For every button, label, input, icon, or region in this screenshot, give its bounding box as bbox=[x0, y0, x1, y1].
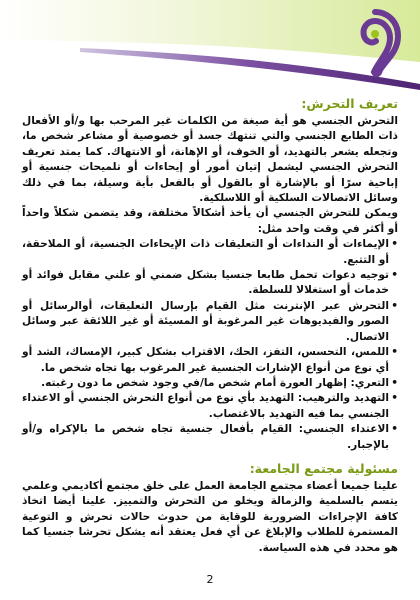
page-content bbox=[22, 96, 398, 556]
purple-swirl-logo-icon bbox=[346, 8, 404, 78]
section-harassment-definition bbox=[22, 96, 398, 453]
section-heading: تعريف التحرش: bbox=[301, 96, 398, 111]
list-item: • التحرش عبر الإنترنت مثل القيام بإرسال التعليقات، أوالرسائل أو الصور والفيديوهات غير المرغوبة أو المسيئة أو غير اللائقة عبر وسائل الاتصال. bbox=[22, 299, 398, 345]
list-item: • الاعتداء الجنسي: القيام بأفعال جنسية تجاه شخص ما بالإكراه و/أو بالإجبار. bbox=[22, 422, 398, 453]
paragraph: التحرش الجنسي هو أية صيغة من الكلمات غير المرحب بها و/أو الأفعال ذات الطابع الجنسي والتي تنتهك جسد أو خصوصية أو مشاعر شخص ما، وتجعله يشعر بالتهديد، أو الخوف، أو الإهانة، أو الانتهاك. كما يمتد تعريف التحرش الجنسي ليشمل إتيان أمور أو إيحاءات أو تلميحات جنسية أو إباحية سرًا أو بالإشارة أو بالقول أو بالفعل بأية وسيلة، بما في ذلك وسائل الاتصالات السلكية أو اللاسلكية. bbox=[22, 115, 398, 205]
list-item: • التعري: إظهار العورة أمام شخص ما/في وجود شخص ما دون رغبته. bbox=[22, 376, 398, 391]
paragraph: علينا جميعا أعضاء مجتمع الجامعة العمل على خلق مجتمع أكاديمي وعلمي يتسم بالسلمية والزمالة ويخلو من التحرش والتمييز. علينا أيضا اتخاذ كافة الإجراءات الضرورية للوقاية من حدوث حالات تحرش و التوعية المستمرة للطلاب والإبلاغ عن أي فعل يعتقد أنه يشكل تحرشا جنسيا كما هو محدد في هذه السياسة. bbox=[22, 479, 398, 554]
list-item: • التهديد والترهيب: التهديد بأي نوع من أنواع التحرش الجنسي أو الاعتداء الجنسي بما فيه التهديد بالاغتصاب. bbox=[22, 391, 398, 422]
list-item: • الإيماءات أو النداءات أو التعليقات ذات الإيحاءات الجنسية، أو الملاحقة، أو التتبع. bbox=[22, 237, 398, 268]
list-item: • اللمس، التحسس، التفز، الحك، الاقتراب بشكل كبير، الإمساك، الشد أو أي نوع من أنواع الإشارات الجنسية غير المرغوب بها تجاه شخص ما. bbox=[22, 345, 398, 376]
section-heading: مسئولية مجتمع الجامعة: bbox=[249, 460, 398, 476]
bullet-list bbox=[22, 237, 398, 453]
page-number: 2 bbox=[206, 573, 214, 586]
paragraph: ويمكن للتحرش الجنسي أن يأخذ أشكالاً مختلفة، وقد يتضمن شكلاً واحداً أو أكثر في وقت واحد مثل: bbox=[22, 207, 398, 235]
list-item: • توجيه دعوات تحمل طابعا جنسيا بشكل ضمني أو علني مقابل فوائد أو خدمات أو استغلالا للسلطة. bbox=[22, 268, 398, 299]
section-university-responsibility bbox=[22, 461, 398, 556]
header-band bbox=[0, 0, 420, 92]
